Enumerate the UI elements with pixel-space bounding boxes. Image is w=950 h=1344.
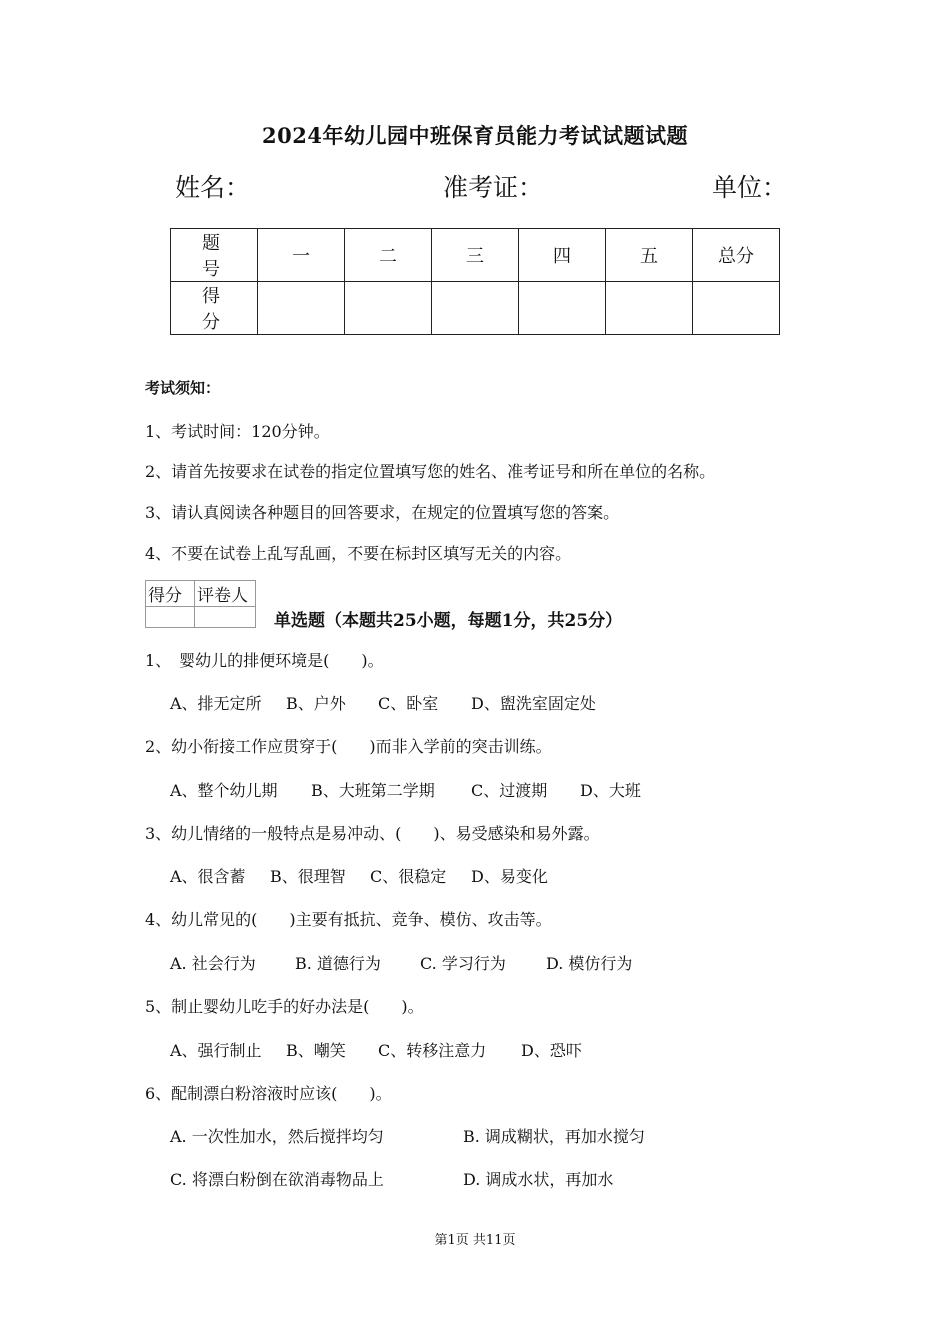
- note-item: 3、请认真阅读各种题目的回答要求，在规定的位置填写您的答案。: [145, 503, 620, 522]
- score-header-cell: 一: [258, 229, 345, 282]
- score-cell[interactable]: [606, 282, 693, 335]
- note-item: 4、不要在试卷上乱写乱画，不要在标封区填写无关的内容。: [145, 544, 572, 563]
- grader-score-label: 得分: [146, 581, 195, 607]
- option[interactable]: B、户外: [286, 694, 346, 713]
- exam-number-label: 准考证：: [443, 173, 544, 202]
- score-table-header-row: [171, 229, 780, 282]
- score-row-label: 得 分: [171, 282, 258, 335]
- note-item: 2、请首先按要求在试卷的指定位置填写您的姓名、准考证号和所在单位的名称。: [145, 462, 716, 481]
- question-stem: 6、配制漂白粉溶液时应该( )。: [145, 1084, 392, 1103]
- question-stem: 3、幼儿情绪的一般特点是易冲动、( )、易受感染和易外露。: [145, 824, 600, 843]
- option[interactable]: A、很含蓄: [170, 867, 246, 886]
- option[interactable]: B. 调成糊状，再加水搅匀: [463, 1127, 645, 1146]
- score-header-cell: 二: [345, 229, 432, 282]
- option[interactable]: C. 学习行为: [420, 954, 506, 973]
- option[interactable]: C、很稳定: [370, 867, 447, 886]
- option[interactable]: D、盥洗室固定处: [471, 694, 596, 713]
- option[interactable]: D、大班: [580, 781, 641, 800]
- option[interactable]: A、整个幼儿期: [170, 781, 278, 800]
- grader-score-cell[interactable]: [146, 607, 195, 628]
- option[interactable]: B、很理智: [270, 867, 346, 886]
- grader-table: [145, 580, 256, 628]
- score-cell[interactable]: [693, 282, 780, 335]
- score-cell[interactable]: [258, 282, 345, 335]
- score-cell[interactable]: [519, 282, 606, 335]
- question-stem: 4、幼儿常见的( )主要有抵抗、竞争、模仿、攻击等。: [145, 910, 552, 929]
- option[interactable]: A、排无定所: [170, 694, 262, 713]
- notes-title: 考试须知：: [145, 379, 221, 397]
- option[interactable]: C、卧室: [378, 694, 439, 713]
- option[interactable]: C、过渡期: [471, 781, 548, 800]
- grader-reviewer-label: 评卷人: [195, 581, 256, 607]
- score-table-score-row: [171, 282, 780, 335]
- grader-reviewer-cell[interactable]: [195, 607, 256, 628]
- option[interactable]: D、易变化: [471, 867, 548, 886]
- note-item: 1、考试时间：120分钟。: [145, 422, 330, 441]
- option[interactable]: C、转移注意力: [378, 1041, 487, 1060]
- score-header-label: 题 号: [171, 229, 258, 282]
- option[interactable]: C. 将漂白粉倒在欲消毒物品上: [170, 1170, 384, 1189]
- option[interactable]: A、强行制止: [170, 1041, 262, 1060]
- option[interactable]: A. 社会行为: [170, 954, 256, 973]
- score-cell[interactable]: [345, 282, 432, 335]
- name-label: 姓名：: [175, 173, 251, 202]
- option[interactable]: A. 一次性加水，然后搅拌均匀: [170, 1127, 384, 1146]
- score-table: [170, 228, 780, 335]
- score-header-cell: 总分: [693, 229, 780, 282]
- option[interactable]: B、嘲笑: [286, 1041, 346, 1060]
- option[interactable]: D、恐吓: [521, 1041, 582, 1060]
- section-title: 单选题（本题共25小题，每题1分，共25分）: [274, 611, 623, 631]
- score-cell[interactable]: [432, 282, 519, 335]
- option[interactable]: B、大班第二学期: [311, 781, 435, 800]
- option[interactable]: D. 模仿行为: [546, 954, 633, 973]
- unit-label: 单位：: [712, 173, 788, 202]
- page-title: 2024年幼儿园中班保育员能力考试试题试题: [262, 123, 688, 148]
- score-header-cell: 三: [432, 229, 519, 282]
- option[interactable]: D. 调成水状，再加水: [463, 1170, 614, 1189]
- score-header-cell: 四: [519, 229, 606, 282]
- candidate-info-row: [175, 168, 788, 204]
- page-footer: 第1页 共11页: [434, 1233, 516, 1248]
- question-stem: 1、 婴幼儿的排便环境是( )。: [145, 651, 384, 670]
- score-header-cell: 五: [606, 229, 693, 282]
- question-stem: 5、制止婴幼儿吃手的好办法是( )。: [145, 997, 424, 1016]
- option[interactable]: B. 道德行为: [295, 954, 381, 973]
- question-stem: 2、幼小衔接工作应贯穿于( )而非入学前的突击训练。: [145, 737, 552, 756]
